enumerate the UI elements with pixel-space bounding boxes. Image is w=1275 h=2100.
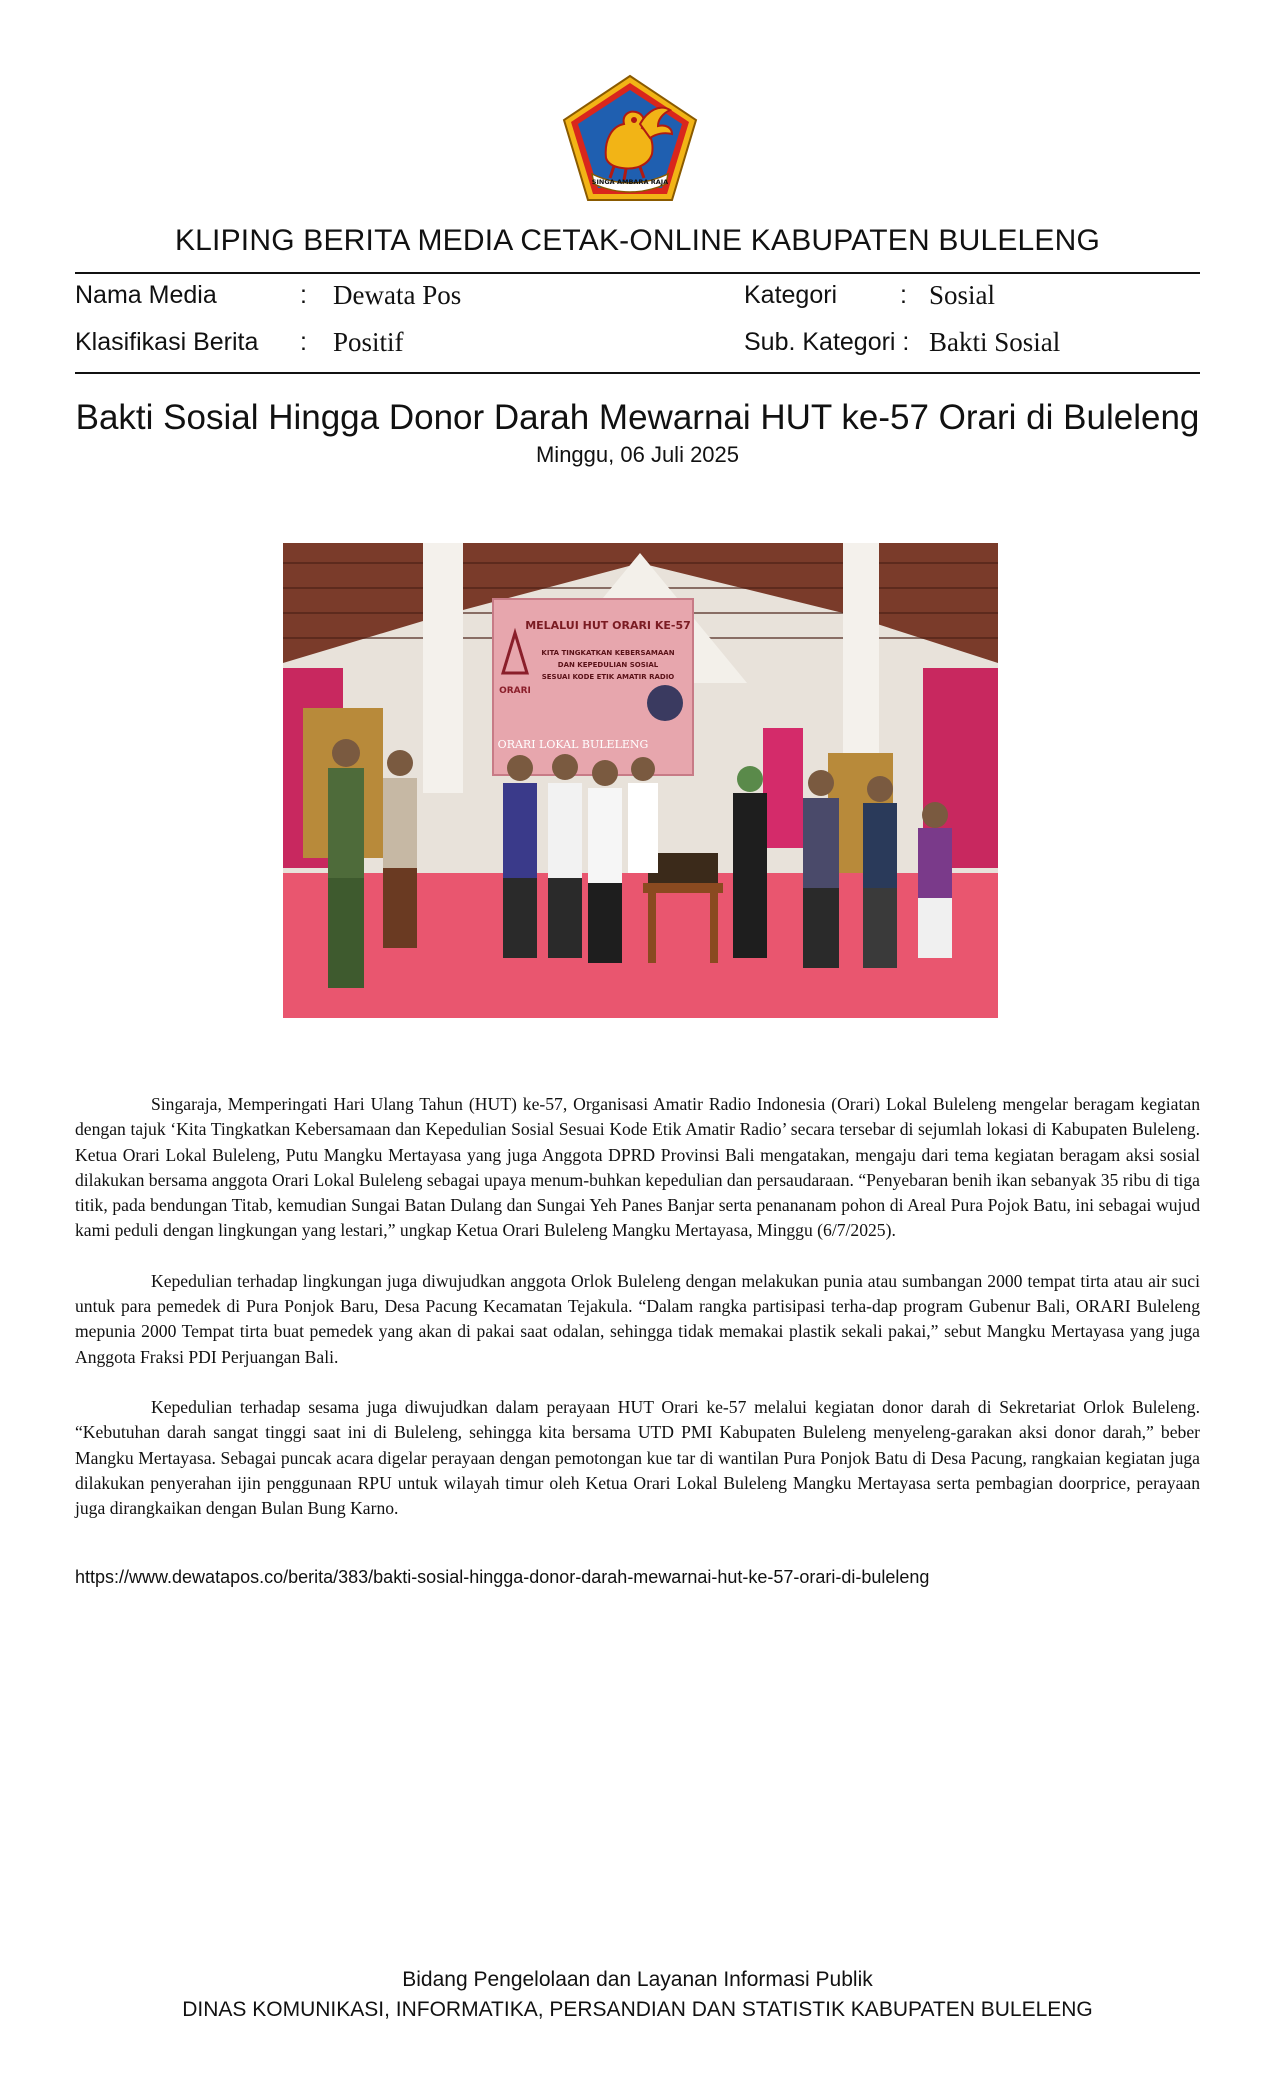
- header-divider-top: [75, 272, 1200, 274]
- klasifikasi-label: Klasifikasi Berita: [75, 328, 259, 356]
- banner-heading: MELALUI HUT ORARI KE-57: [525, 619, 691, 632]
- article-paragraph-3: Kepedulian terhadap sesama juga diwujudkan dalam perayaan HUT Orari ke-57 melalui kegiatan donor darah di Sekretariat Orlok Buleleng. “Kebutuhan darah sangat tinggi saat ini di Buleleng, sehingga kita bersama UTD PMI Kabupaten Buleleng menyeleng-garakan aksi donor darah,” beber Mangku Mertayasa. Sebagai puncak acara digelar perayaan dengan pemotongan kue tar di wantilan Pura Ponjok Batu di Desa Pacung, rangkaian kegiatan juga dilakukan penyerahan ijin penggunaan RPU untuk wilayah timur oleh Ketua Orari Lokal Buleleng Mangku Mertayasa serta pembagian doorprice, perayaan juga dirangkaikan dengan Bulan Bung Karno.: [75, 1396, 1200, 1519]
- clipping-header-title: KLIPING BERITA MEDIA CETAK-ONLINE KABUPATEN BULELENG: [174, 224, 1101, 257]
- event-photo: [283, 543, 998, 1018]
- source-link[interactable]: https://www.dewatapos.co/berita/383/bakti-sosial-hingga-donor-darah-mewarnai-hut-ke-57-orari-di-buleleng: [75, 1567, 930, 1587]
- sub-kategori-value: Bakti Sosial: [929, 327, 1061, 357]
- kategori-value: Sosial: [929, 280, 996, 310]
- media-value: Dewata Pos: [333, 280, 462, 310]
- article-date: Minggu, 06 Juli 2025: [535, 442, 740, 467]
- article-body: [75, 1092, 1200, 1546]
- footer-agency: DINAS KOMUNIKASI, INFORMATIKA, PERSANDIAN DAN STATISTIK KABUPATEN BULELENG: [182, 1998, 1093, 2021]
- banner-line-2: DAN KEPEDULIAN SOSIAL: [557, 661, 659, 669]
- sub-kategori-label: Sub. Kategori :: [744, 328, 910, 356]
- klasifikasi-separator: :: [300, 328, 307, 356]
- article-paragraph-2: Kepedulian terhadap lingkungan juga diwujudkan anggota Orlok Buleleng dengan melakukan punia atau sumbangan 2000 tempat tirta atau air suci untuk para pemedek di Pura Ponjok Baru, Desa Pacung Kecamatan Tejakula. “Dalam rangka partisipasi terha-dap program Gubenur Bali, ORARI Buleleng mepunia 2000 Tempat tirta buat pemedek yang akan di pakai saat odalan, sehingga tidak memakai plastik sekali pakai,” sebut Mangku Mertayasa yang juga Anggota Fraksi PDI Perjuangan Bali.: [75, 1270, 1200, 1367]
- footer-department: Bidang Pengelolaan dan Layanan Informasi Publik: [402, 1968, 873, 1991]
- media-label: Nama Media: [75, 281, 217, 309]
- header-divider-bottom: [75, 372, 1200, 374]
- kategori-separator: :: [900, 281, 907, 309]
- media-separator: :: [300, 281, 307, 309]
- banner-line-1: KITA TINGKATKAN KEBERSAMAAN: [541, 649, 675, 657]
- emblem-motto: SINGA AMBARA RAJA: [591, 178, 669, 186]
- kategori-label: Kategori: [744, 281, 838, 309]
- klasifikasi-value: Positif: [333, 327, 404, 357]
- banner-line-3: SESUAI KODE ETIK AMATIR RADIO: [541, 673, 675, 681]
- banner-orari-logo-text: ORARI: [499, 686, 531, 696]
- article-paragraph-1: Singaraja, Memperingati Hari Ulang Tahun (HUT) ke-57, Organisasi Amatir Radio Indonesia (Orari) Lokal Buleleng mengelar beragam kegiatan dengan tajuk ‘Kita Tingkatkan Kebersamaan dan Kepedulian Sosial Sesuai Kode Etik Amatir Radio’ secara tersebar di sejumlah lokasi di Kabupaten Buleleng. Ketua Orari Lokal Buleleng, Putu Mangku Mertayasa yang juga Anggota DPRD Provinsi Bali mengatakan, mengaju dari tema kegiatan beragam aksi sosial dilakukan bersama anggota Orari Lokal Buleleng sebagai upaya menum-buhkan kepedulian dan persaudaraan. “Penyebaran benih ikan sebanyak 35 ribu di tiga titik, pada bendungan Titab, kemudian Sungai Batan Dulang dan Sungai Yeh Panes Banjar serta penananam pohon di Areal Pura Pojok Batu, ini sebagai wujud kami peduli dengan lingkungan yang lestari,” ungkap Ketua Orari Buleleng Mangku Mertayasa, Minggu (6/7/2025).: [75, 1094, 1200, 1241]
- article-title: Bakti Sosial Hingga Donor Darah Mewarnai HUT ke-57 Orari di Buleleng: [75, 398, 1200, 437]
- banner-footer: ORARI LOKAL BULELENG: [497, 738, 649, 751]
- buleleng-regency-emblem: [562, 74, 698, 202]
